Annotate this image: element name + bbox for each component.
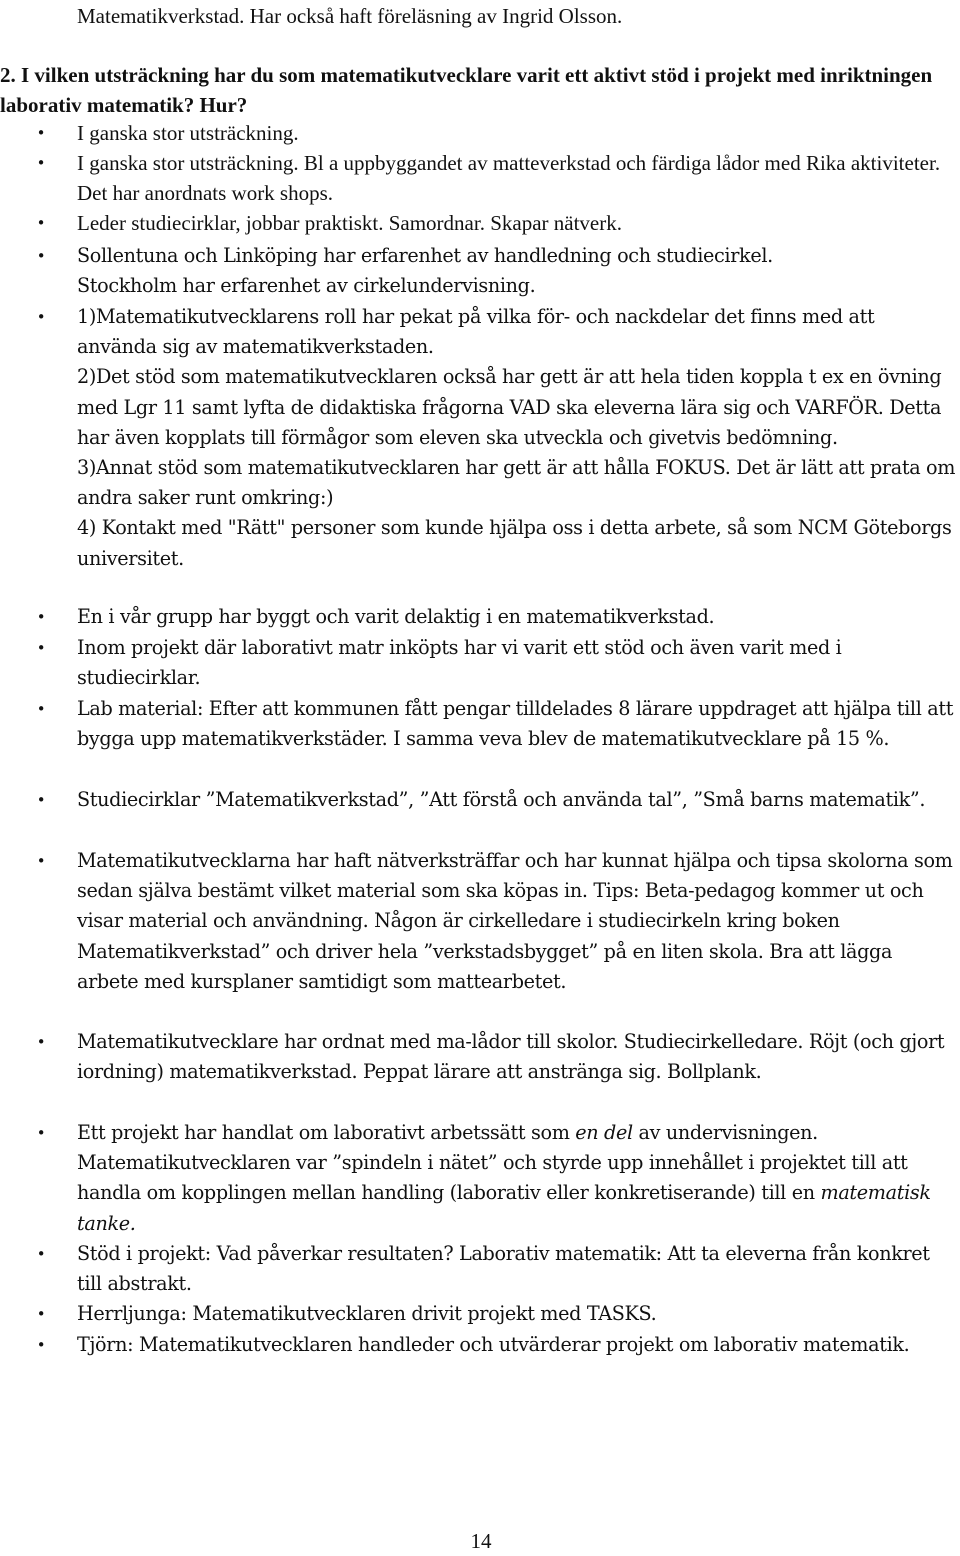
bullet-icon: • xyxy=(36,1124,46,1142)
list-item xyxy=(36,1027,957,1087)
list-item-text: 4) Kontakt med "Rätt" personer som kunde hjälpa oss i detta arbete, så som NCM Göteborgs universitet. xyxy=(77,516,952,570)
list-item-text: Lab material: Efter att kommunen fått pengar tilldelades 8 lärare uppdraget att hjälpa till att bygga upp matematikverkstäder. I samma veva blev de matematikutvecklare på 15 %. xyxy=(77,697,954,751)
list-item-text: I ganska stor utsträckning. xyxy=(77,121,299,145)
list-item-text: Leder studiecirklar, jobbar praktiskt. Samordnar. Skapar nätverk. xyxy=(77,211,622,235)
list-item-text: En i vår grupp har byggt och varit delaktig i en matematikverkstad. xyxy=(77,605,715,628)
list-item-text: Tjörn: Matematikutvecklaren handleder och utvärderar projekt om laborativ matematik. xyxy=(77,1333,910,1356)
bullet-icon: • xyxy=(36,154,46,172)
list-item xyxy=(36,694,957,754)
text-run: av undervisningen. Matematikutvecklaren var ”spindeln i nätet” och styrde upp innehållet i projektet till att handla om kopplingen mellan handling (laborativ eller konkretiserande) till en xyxy=(77,1121,908,1205)
emphasis-text: matematisk tanke. xyxy=(77,1181,931,1235)
list-item xyxy=(36,1239,957,1299)
list-item-text: I ganska stor utsträckning. Bl a uppbyggandet av matteverkstad och färdiga lådor med Rika aktiviteter. Det har anordnats work shops. xyxy=(77,151,941,205)
bullet-icon: • xyxy=(36,791,46,809)
question-heading: 2. I vilken utsträckning har du som matematikutvecklare varit ett aktivt stöd i projekt med inriktningen laborativ matematik? Hur? xyxy=(0,63,933,117)
list-item xyxy=(36,785,957,815)
text-run: Ett projekt har handlat om laborativt arbetssätt som xyxy=(77,1121,576,1144)
list-item xyxy=(36,302,957,574)
list-item-text: Sollentuna och Linköping har erfarenhet av handledning och studiecirkel. Stockholm har erfarenhet av cirkelundervisning. xyxy=(77,244,773,298)
bullet-icon: • xyxy=(36,308,46,326)
bullet-icon: • xyxy=(36,639,46,657)
list-item-text: Matematikutvecklarna har haft nätverksträffar och har kunnat hjälpa och tipsa skolorna som sedan själva bestämt vilket material som ska köpas in. Tips: Beta-pedagog kommer ut och visar material och användning. Någon är cirkelledare i studiecirkeln kring boken Matematikverkstad” och driver hela ”verkstadsbygget” på en liten skola. Bra att lägga arbete med kursplaner samtidigt som mattearbetet. xyxy=(77,849,953,993)
bullet-icon: • xyxy=(36,852,46,870)
list-item-text: Studiecirklar ”Matematikverkstad”, ”Att förstå och använda tal”, ”Små barns matematik”. xyxy=(77,788,926,811)
list-item-text: 3)Annat stöd som matematikutvecklaren har gett är att hålla FOKUS. Det är lätt att prata om andra saker runt omkring:) xyxy=(77,456,956,510)
list-item xyxy=(36,1330,957,1360)
bullet-icon: • xyxy=(36,608,46,626)
bullet-icon: • xyxy=(36,1305,46,1323)
list-item xyxy=(36,118,957,148)
list-item-text: 1)Matematikutvecklarens roll har pekat på vilka för- och nackdelar det finns med att använda sig av matematikverkstaden. xyxy=(77,305,875,359)
list-item-text: Herrljunga: Matematikutvecklaren drivit projekt med TASKS. xyxy=(77,1302,657,1325)
list-item-text: Inom projekt där laborativt matr inköpts har vi varit ett stöd och även varit med i studiecirklar. xyxy=(77,636,842,690)
list-item-text: Stöd i projekt: Vad påverkar resultaten? Laborativ matematik: Att ta eleverna från konkret till abstrakt. xyxy=(77,1242,930,1296)
list-item xyxy=(36,241,957,301)
list-item xyxy=(36,602,957,632)
list-item-text: Matematikutvecklare har ordnat med ma-lådor till skolor. Studiecirkelledare. Röjt (och gjort iordning) matematikverkstad. Peppat lärare att anstränga sig. Bollplank. xyxy=(77,1030,945,1084)
page-number: 14 xyxy=(470,1529,492,1553)
intro-line: Matematikverkstad. Har också haft föreläsning av Ingrid Olsson. xyxy=(77,4,623,28)
bullet-icon: • xyxy=(36,247,46,265)
list-item xyxy=(36,1299,957,1329)
bullet-icon: • xyxy=(36,214,46,232)
list-item xyxy=(36,148,957,208)
bullet-icon: • xyxy=(36,124,46,142)
list-item xyxy=(36,1118,957,1239)
emphasis-text: en del xyxy=(575,1121,633,1144)
bullet-icon: • xyxy=(36,1033,46,1051)
bullet-icon: • xyxy=(36,1336,46,1354)
bullet-icon: • xyxy=(36,1245,46,1263)
list-item xyxy=(36,633,957,693)
list-item xyxy=(36,208,957,238)
bullet-icon: • xyxy=(36,700,46,718)
list-item-text: 2)Det stöd som matematikutvecklaren också har gett är att hela tiden koppla t ex en övning med Lgr 11 samt lyfta de didaktiska frågorna VAD ska eleverna lära sig och VARFÖR. Detta har även kopplats till förmågor som eleven ska utveckla och givetvis bedömning. xyxy=(77,365,942,449)
list-item-text xyxy=(77,1118,957,1239)
list-item xyxy=(36,846,957,997)
